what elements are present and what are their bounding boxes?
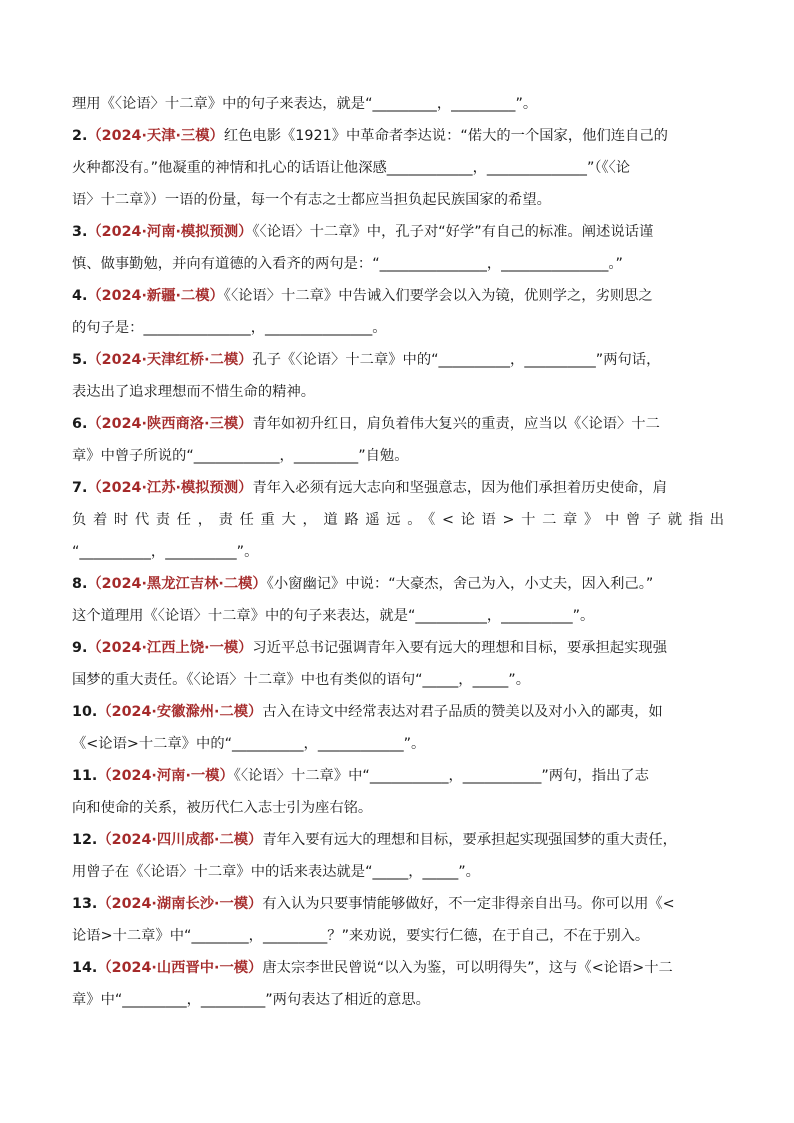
question-number: 13. [72,896,98,912]
text-line: 慎、做事勤勉，并向有道德的入看齐的两句是：“_______________，_______________。” [72,256,623,272]
text-line: 国梦的重大责任。《〈论语〉十二章》中也有类似的语句“_____，_____”。 [72,672,531,688]
question-source: （2024·安徽滁州·二模） [97,704,263,720]
question-11: 11.（2024·河南·一模）《〈论语〉十二章》中“___________，___________”两句，指出了志 [72,768,649,784]
question-6: 6.（2024·陕西商洛·三模）青年如初升红日，肩负着伟大复兴的重责，应当以《〈论语〉十二 [72,416,660,432]
question-source: （2024·江西上饶·一模） [87,640,253,656]
question-source: （2024·江苏·模拟预测） [87,480,253,496]
question-source: （2024·四川成都·二模） [97,832,263,848]
question-number: 5. [72,352,88,368]
text-line: 章》中曾子所说的“____________，_________”自勉。 [72,448,409,464]
question-source: （2024·天津·三模） [87,128,224,144]
question-number: 6. [72,416,88,432]
question-number: 8. [72,576,88,592]
text-line: 向和使命的关系，被历代仁入志士引为座右铭。 [72,800,373,816]
question-number: 12. [72,832,98,848]
question-source: （2024·湖南长沙·一模） [97,896,263,912]
question-number: 3. [72,224,88,240]
question-number: 11. [72,768,98,784]
question-source: （2024·黑龙江吉林·二模） [87,576,267,592]
text-line: 这个道理用《〈论语〉十二章》中的句子来表达，就是“__________，__________”。 [72,608,595,624]
question-5: 5.（2024·天津红桥·二模）孔子《〈论语〉十二章》中的“__________，__________”两句话， [72,352,661,368]
text-line: “__________，__________”。 [72,544,259,560]
text-line: 负着时代责任，责任重大，道路遥远。《<论语>十二章》中曾子就指出 [72,512,724,528]
question-number: 4. [72,288,88,304]
question-9: 9.（2024·江西上饶·一模）习近平总书记强调青年入要有远大的理想和目标，要承担起实现强 [72,640,668,656]
question-14: 14.（2024·山西晋中·一模）唐太宗李世民曾说“以入为鉴，可以明得失”，这与《<论语>十二 [72,960,673,976]
text-line: 章》中“_________，_________”两句表达了相近的意思。 [72,992,430,1008]
question-source: （2024·陕西商洛·三模） [87,416,253,432]
question-source: （2024·天津红桥·二模） [87,352,253,368]
question-7: 7.（2024·江苏·模拟预测）青年入必须有远大志向和坚强意志，因为他们承担着历史使命，肩 [72,480,668,496]
question-source: （2024·河南·模拟预测） [87,224,253,240]
question-source: （2024·山西晋中·一模） [97,960,263,976]
question-3: 3.（2024·河南·模拟预测）《〈论语〉十二章》中，孔子对“好学”有自己的标准。阐述说话谨 [72,224,654,240]
text-line: 语〉十二章》）一语的份量，每一个有志之士都应当担负起民族国家的希望。 [72,192,551,208]
question-10: 10.（2024·安徽滁州·二模）古入在诗文中经常表达对君子品质的赞美以及对小入的鄙夷，如 [72,704,663,720]
question-4: 4.（2024·新疆·二模）《〈论语〉十二章》中告诫入们要学会以入为镜，优则学之，劣则思之 [72,288,653,304]
question-number: 7. [72,480,88,496]
text-line: 表达出了追求理想而不惜生命的精神。 [72,384,316,400]
question-source: （2024·新疆·二模） [87,288,224,304]
text-line: 的句子是：_______________，_______________。 [72,320,387,336]
text-line: 火种都没有。”他凝重的神情和扎心的话语让他深感____________，______________”（《〈论 [72,160,631,176]
text-line: 《<论语>十二章》中的“__________，____________”。 [72,736,426,752]
question-number: 9. [72,640,88,656]
text-line: 用曾子在《〈论语〉十二章》中的话来表达就是“_____，_____”。 [72,864,480,880]
question-13: 13.（2024·湖南长沙·一模）有入认为只要事情能够做好，不一定非得亲自出马。你可以用《< [72,896,675,912]
question-12: 12.（2024·四川成都·二模）青年入要有远大的理想和目标，要承担起实现强国梦的重大责任， [72,832,677,848]
question-number: 10. [72,704,98,720]
question-number: 14. [72,960,98,976]
question-8: 8.（2024·黑龙江吉林·二模）《小窗幽记》中说：“大豪杰，舍己为入，小丈夫，因入利己。” [72,576,654,592]
text-line: 论语>十二章》中“________，_________？”来劝说，要实行仁德，在于自己，不在于别入。 [72,928,650,944]
question-number: 2. [72,128,88,144]
text-line: 理用《〈论语〉十二章》中的句子来表达，就是“_________，_________”。 [72,96,538,112]
question-source: （2024·河南·一模） [97,768,234,784]
question-2: 2.（2024·天津·三模）红色电影《1921》中革命者李达说：“偌大的一个国家，他们连自己的 [72,128,668,144]
